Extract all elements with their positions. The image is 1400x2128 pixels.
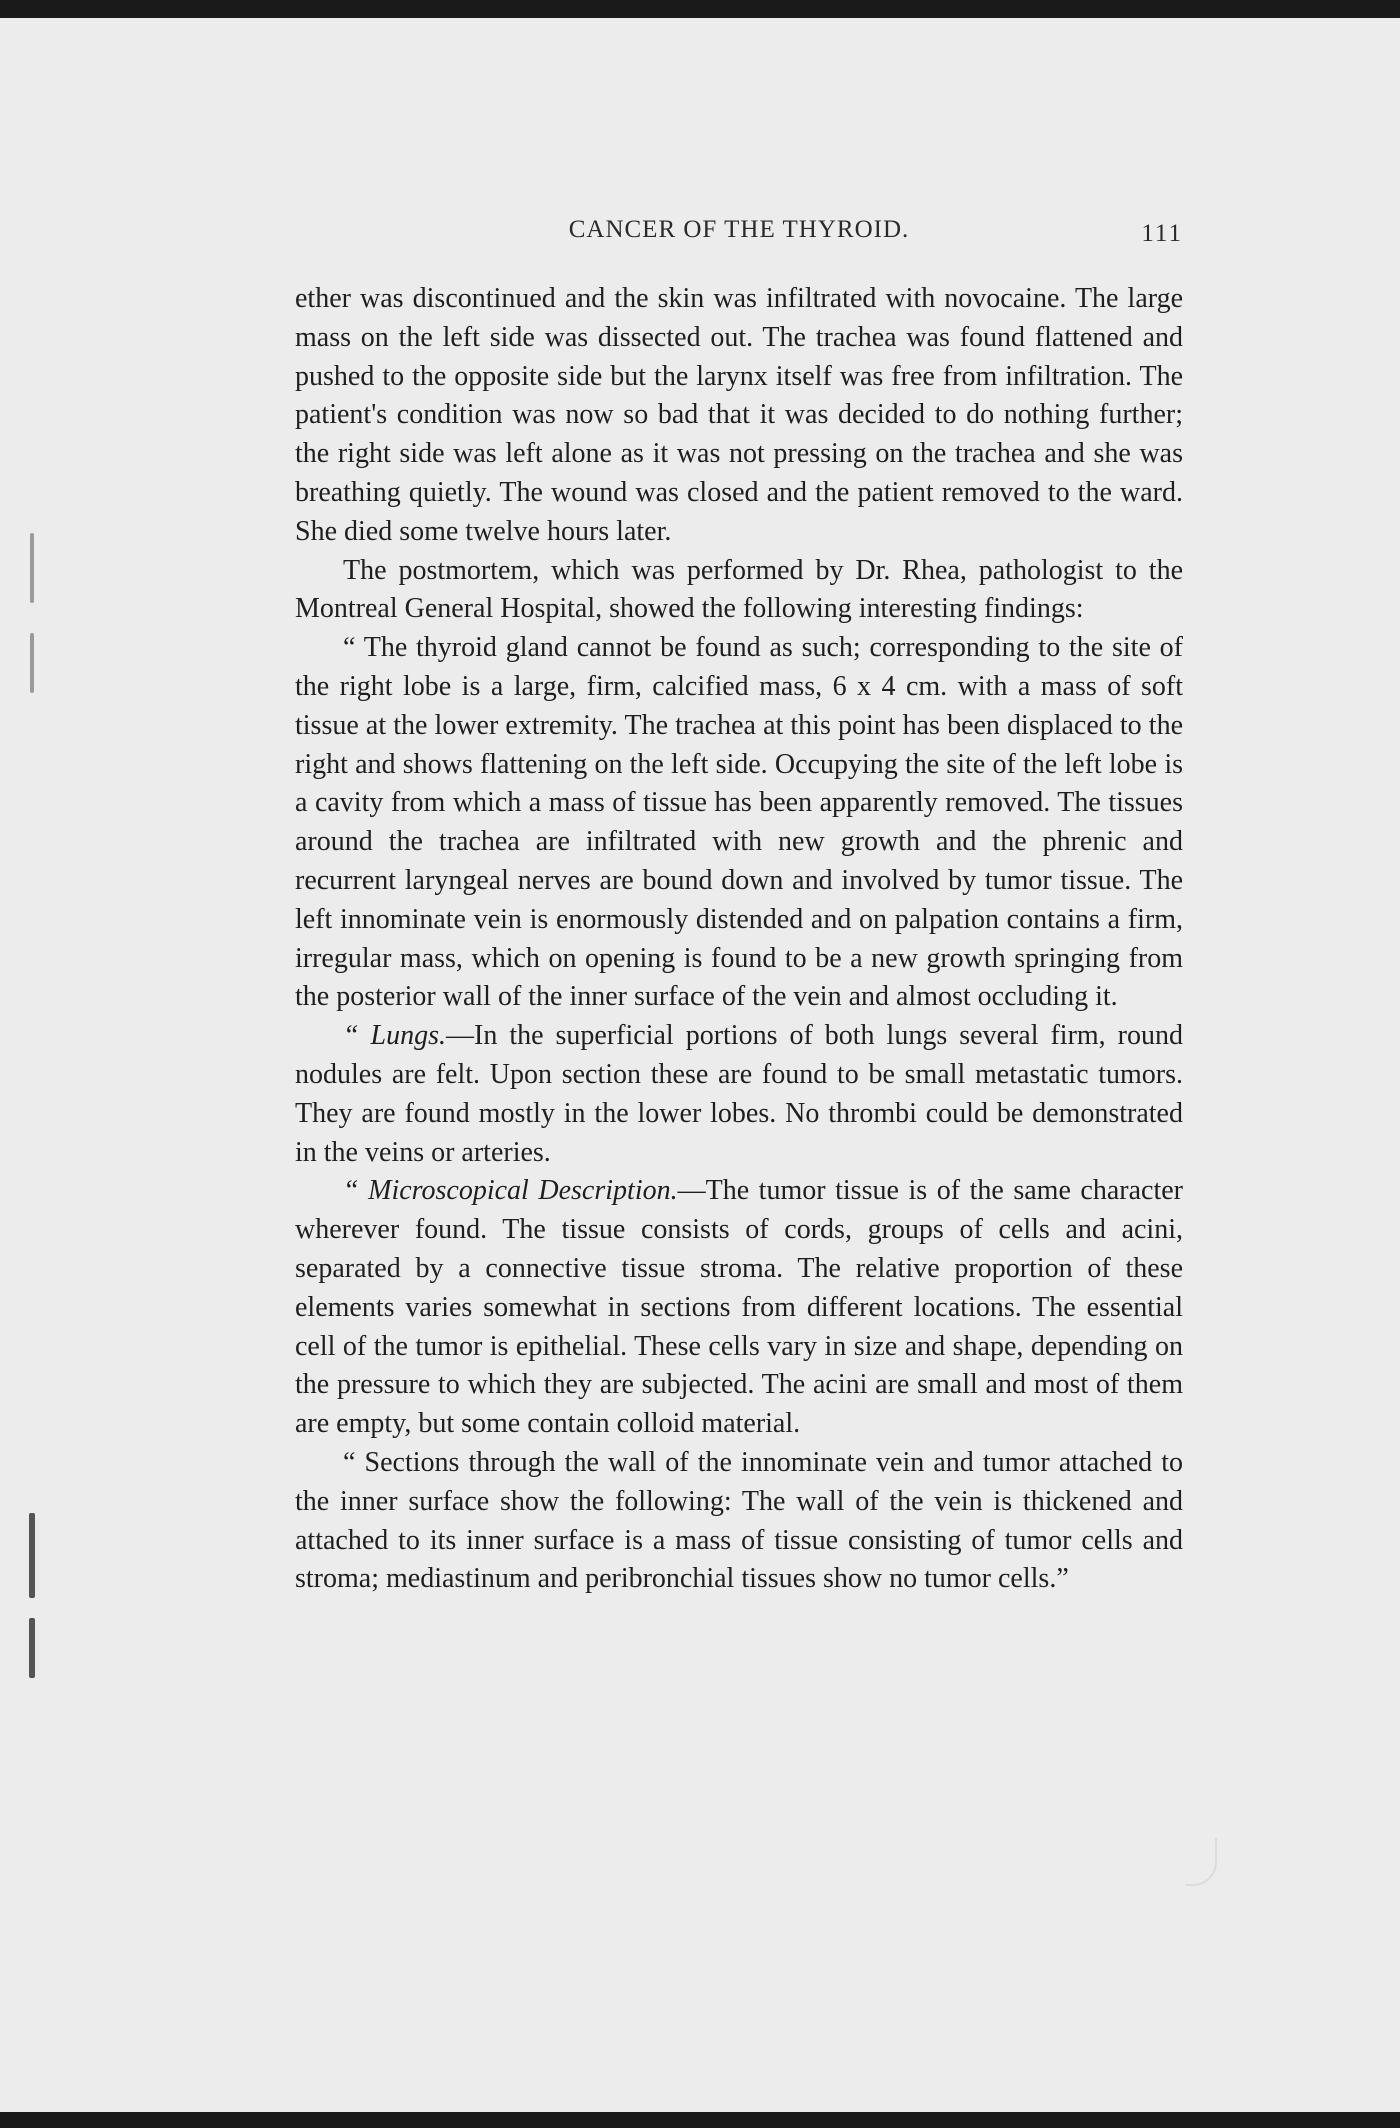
running-title: CANCER OF THE THYROID. <box>568 216 910 243</box>
section-heading-microscopical: “ Microscopical Description. <box>343 1175 678 1207</box>
running-head <box>295 216 1183 256</box>
section-heading-lungs: “ Lungs. <box>343 1020 447 1052</box>
margin-scan-mark <box>30 533 34 603</box>
paragraph-thyroid-findings <box>295 629 1183 1017</box>
paragraph-operation-end <box>295 280 1183 552</box>
paragraph-text: The postmortem, which was performed by Dr. Rhea, pathologist to the Montreal General Hospital, showed the following interesting findings: <box>295 554 1183 625</box>
margin-scan-mark <box>29 1618 35 1678</box>
paragraph-lungs <box>295 1017 1183 1172</box>
page-number: 111 <box>1141 220 1183 247</box>
document-page <box>0 18 1400 2112</box>
paragraph-text: “ Sections through the wall of the innominate vein and tumor attached to the inner surface show the following: The wall of the vein is thickened and attached to its inner surface is a mass of tissue consisting of tumor cells and stroma; mediastinum and peribronchial tissues show no tumor cells.” <box>295 1446 1183 1595</box>
paragraph-text: —The tumor tissue is of the same character wherever found. The tissue consists of cords, groups of cells and acini, separated by a connective tissue stroma. The relative proportion of these elements varies somewhat in sections from different locations. The essential cell of the tumor is epithelial. These cells vary in size and shape, depending on the pressure to which they are subjected. The acini are small and most of them are empty, but some contain colloid material. <box>295 1175 1183 1440</box>
paragraph-text: —In the superficial portions of both lungs several firm, round nodules are felt. Upon section these are found to be small metastatic tumors. They are found mostly in the lower lobes. No thrombi could be demonstrated in the veins or arteries. <box>295 1020 1183 1168</box>
scan-bottom-edge <box>0 2112 1400 2128</box>
page-corner-mark <box>1185 1838 1217 1886</box>
paragraph-vein-sections <box>295 1444 1183 1599</box>
paragraph-microscopical-description <box>295 1172 1183 1444</box>
margin-scan-mark <box>30 633 34 693</box>
paragraph-postmortem-intro <box>295 552 1183 630</box>
paragraph-text: “ The thyroid gland cannot be found as such; corresponding to the site of the right lobe is a large, firm, calcified mass, 6 x 4 cm. with a mass of soft tissue at the lower extremity. The trachea at this point has been displaced to the right and shows flattening on the left side. Occupying the site of the left lobe is a cavity from which a mass of tissue has been apparently removed. The tissues around the trachea are infiltrated with new growth and the phrenic and recurrent laryngeal nerves are bound down and involved by tumor tissue. The left innominate vein is enormously distended and on palpation contains a firm, irregular mass, which on opening is found to be a new growth springing from the posterior wall of the inner surface of the vein and almost occluding it. <box>295 632 1183 1013</box>
body-text <box>295 280 1183 1599</box>
paragraph-text: ether was discontinued and the skin was infiltrated with novocaine. The large mass on the left side was dissected out. The trachea was found flattened and pushed to the opposite side but the larynx itself was free from infiltration. The patient's condition was now so bad that it was decided to do nothing further; the right side was left alone as it was not pressing on the trachea and she was breathing quietly. The wound was closed and the patient removed to the ward. She died some twelve hours later. <box>295 283 1183 547</box>
margin-scan-mark <box>29 1513 35 1598</box>
